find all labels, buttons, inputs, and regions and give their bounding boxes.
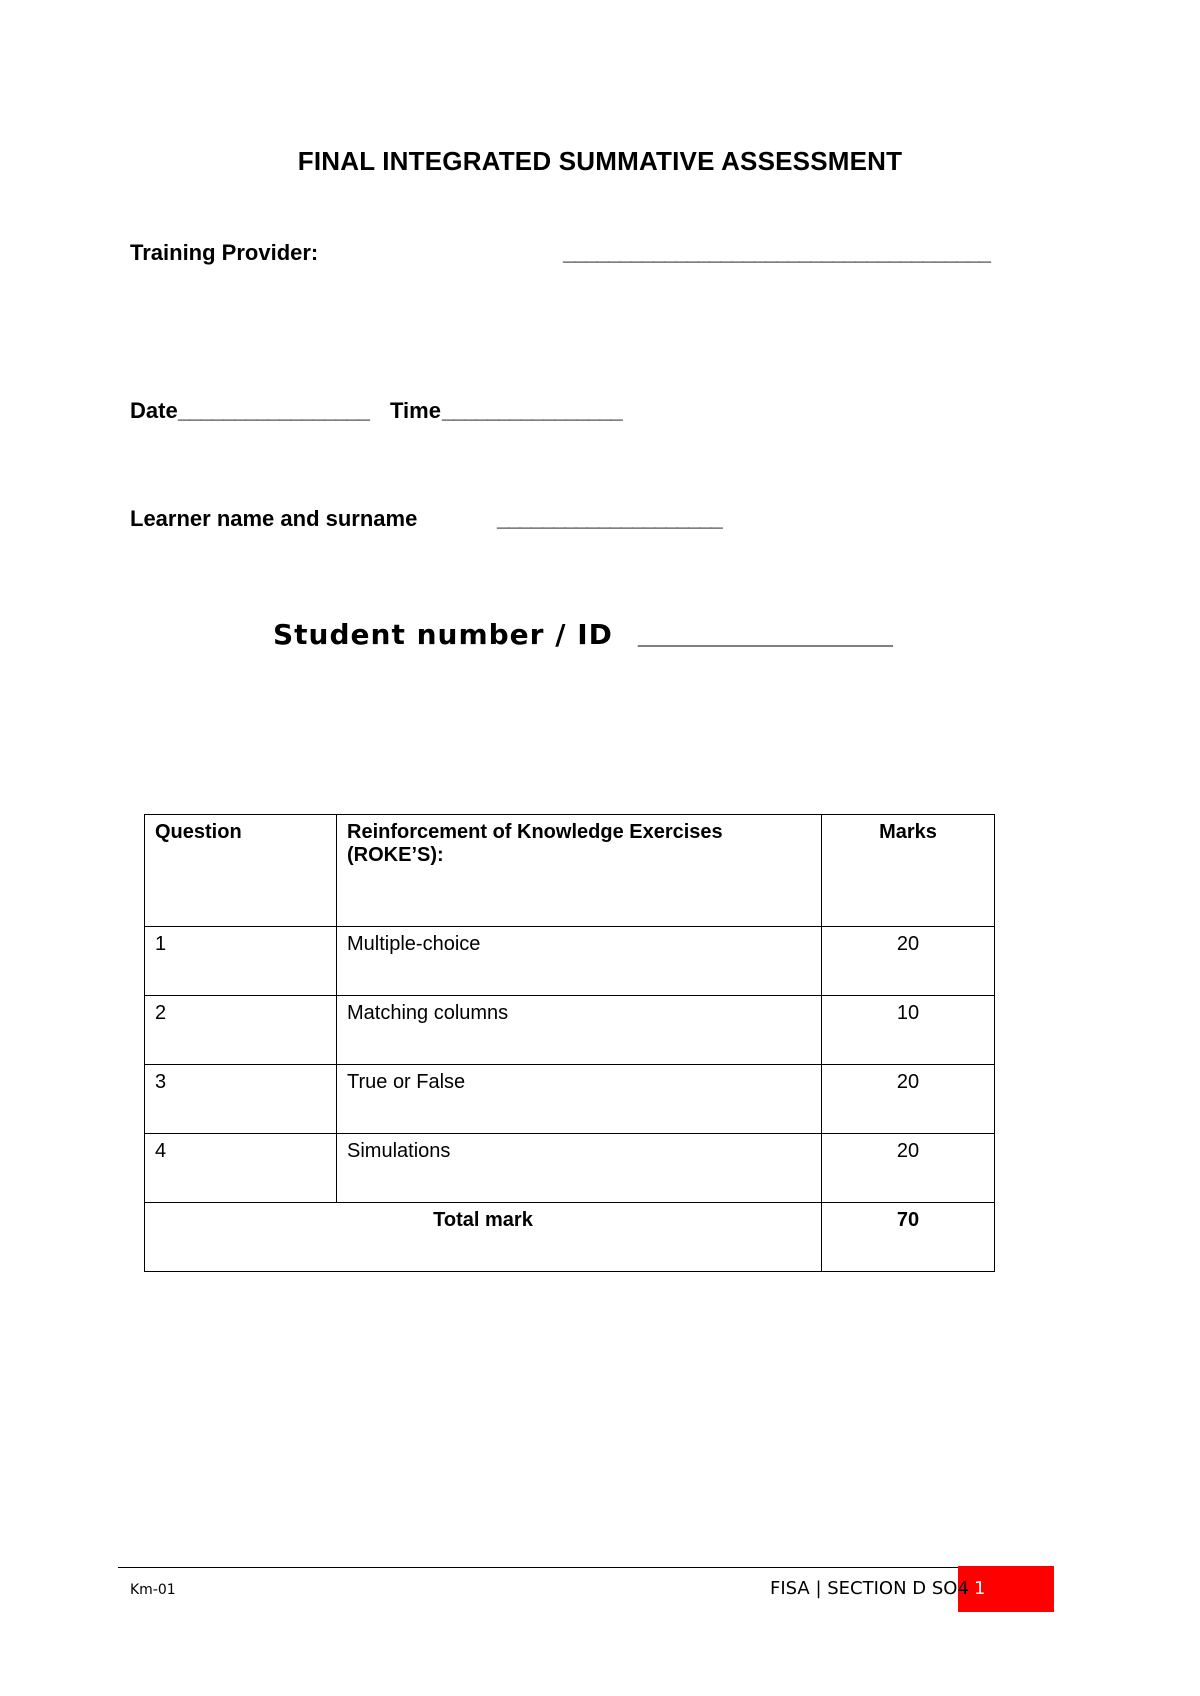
student-number-field[interactable]: __________________ <box>638 618 892 649</box>
question-number: 4 <box>145 1134 337 1203</box>
learner-name-field[interactable]: ____________________ <box>497 506 722 531</box>
footer-divider <box>118 1567 1054 1568</box>
table-row <box>145 1065 995 1134</box>
marks-value: 20 <box>822 1134 995 1203</box>
total-label: Total mark <box>145 1203 822 1272</box>
training-provider-field[interactable]: ______________________________________ <box>563 240 990 265</box>
marks-value: 10 <box>822 996 995 1065</box>
marks-value: 20 <box>822 1065 995 1134</box>
date-label: Date <box>130 398 178 423</box>
page-number: 1 <box>974 1578 986 1599</box>
date-field[interactable]: _________________ <box>178 398 370 423</box>
exercise-name: Matching columns <box>337 996 822 1065</box>
document-title: FINAL INTEGRATED SUMMATIVE ASSESSMENT <box>297 146 903 176</box>
footer-code: Km-01 <box>130 1582 176 1598</box>
question-number: 2 <box>145 996 337 1065</box>
table-row <box>145 1134 995 1203</box>
table-row <box>145 927 995 996</box>
question-number: 3 <box>145 1065 337 1134</box>
page-number-badge <box>958 1566 1054 1612</box>
table-row <box>145 996 995 1065</box>
exercise-name: Multiple-choice <box>337 927 822 996</box>
time-field[interactable]: ________________ <box>442 398 622 423</box>
header-question: Question <box>145 815 337 927</box>
student-number-label: Student number / ID <box>273 618 613 651</box>
exercise-name: True or False <box>337 1065 822 1134</box>
table-header-row <box>145 815 995 927</box>
total-row <box>145 1203 995 1272</box>
learner-name-label: Learner name and surname <box>130 506 418 531</box>
total-value: 70 <box>822 1203 995 1272</box>
training-provider-label: Training Provider: <box>130 240 319 265</box>
marks-value: 20 <box>822 927 995 996</box>
marks-table <box>144 814 995 1272</box>
header-marks: Marks <box>822 815 995 927</box>
exercise-name: Simulations <box>337 1134 822 1203</box>
time-label: Time <box>390 398 441 423</box>
footer-section: FISA | SECTION D SO4 <box>770 1578 969 1599</box>
question-number: 1 <box>145 927 337 996</box>
header-exercise: Reinforcement of Knowledge Exercises (ROKE’S): <box>337 815 822 927</box>
